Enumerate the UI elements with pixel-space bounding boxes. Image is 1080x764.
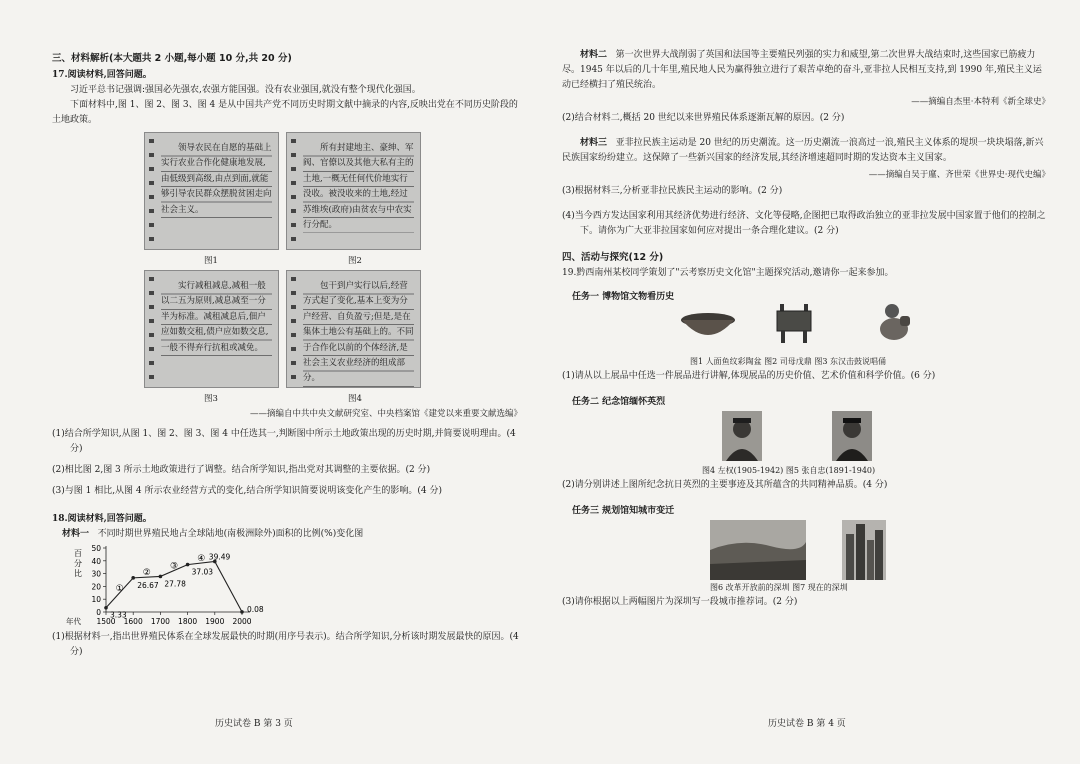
chart-point (186, 563, 190, 567)
task-3-heading: 任务三 规划馆知城市变迁 (572, 506, 675, 516)
chart-point (104, 606, 108, 610)
figure-2-text: 所有封建地主、豪绅、军阀、官僚以及其他大私有主的土地,一概无任何代价地实行没收。被没收来的土地,经过苏维埃(政府)由贫农与中农实行分配。 (303, 141, 414, 233)
figure-4-text: 包干到户实行以后,经营方式起了变化,基本上变为分户经营、自负盈亏;但是,是在集体土地公有基础上的。不同于合作化以前的个体经济,是社会主义农业经济的组成部分。 (303, 279, 414, 387)
chart-data-label: 27.78 (164, 579, 186, 589)
material-1-caption: 不同时期世界殖民地占全球陆地(南极洲除外)面积的比例(%)变化图 (97, 529, 364, 539)
chart-data-label: 39.49 (208, 552, 231, 562)
figure-2-note (286, 132, 421, 250)
task-2-question: (2)请分别讲述上图所纪念抗日英烈的主要事迹及其所蕴含的共同精神品质。(4 分) (562, 480, 888, 490)
task-1-question: (1)请从以上展品中任选一件展品进行讲解,体现展品的历史价值、艺术价值和科学价值。(6 分) (562, 371, 936, 381)
chart-ylabel-char: 百 (74, 549, 82, 558)
material-3-text: 亚非拉民族主运动是 20 世纪的历史潮流。这一历史潮流一浪高过一浪,殖民主义体系的堤坝一块块塌落,新兴民族国家纷纷建立。这保障了一些新兴国家的经济发展,其经济增速超同时期的发达资本主义国家。 (562, 138, 1044, 163)
material-2 (562, 48, 1050, 93)
figure-1-text: 领导农民在自愿的基础上实行农业合作化健康地发展,由低级到高级,由点到面,就能够引导农民群众摆脱贫困走向社会主义。 (161, 141, 272, 218)
q17-sub-2: (2)相比图 2,图 3 所示土地政策进行了调整。结合所学知识,指出党对其调整的主要依据。(2 分) (52, 465, 431, 475)
q18-material-1 (52, 527, 522, 542)
chart-data-label: 3.33 (110, 610, 127, 620)
chart-stage-marker: ③ (170, 561, 179, 572)
task-2-images (562, 407, 1050, 465)
chart-ylabel-char: 分 (74, 559, 82, 568)
q17-figures (52, 132, 522, 404)
q18-sub-1: (1)根据材料一,指出世界殖民体系在全球发展最快的时期(用序号表示)。结合所学知识,分析该时期发展最快的原因。(4 分) (52, 632, 519, 657)
task-1-heading: 任务一 博物馆文物看历史 (572, 292, 675, 302)
chart-x-tick-label: 2000 (232, 617, 252, 626)
q18-sub-4: (4)当今西方发达国家利用其经济优势进行经济、文化等侵略,企图把已取得政治独立的亚非拉发展中国家置于他们的控制之下。请你为广大亚非拉国家如何应对提出一条合理化建议。(2 分) (562, 211, 1046, 236)
chart-y-tick-label: 40 (91, 556, 101, 566)
drum-storyteller-figurine-image (874, 302, 914, 344)
task-1-images (562, 302, 1050, 356)
q18-title: 18.阅读材料,回答问题。 (52, 514, 152, 524)
chart-stage-marker: ④ (197, 554, 206, 565)
q18-sub-2: (2)结合材料二,概括 20 世纪以来世界殖民体系逐渐瓦解的原因。(2 分) (562, 113, 845, 123)
figure-1-note (144, 132, 279, 250)
figure-4-note (286, 270, 421, 388)
section-4-heading: 四、活动与探究(12 分) (562, 252, 664, 263)
chart-data-label: 26.67 (137, 580, 159, 590)
task-3-question: (3)请你根据以上两幅图片为深圳写一段城市推荐词。(2 分) (562, 597, 798, 607)
chart-y-tick-label: 20 (91, 582, 101, 592)
right-page (540, 0, 1080, 764)
q17-title: 17.阅读材料,回答问题。 (52, 70, 152, 80)
q17-sub-1: (1)结合所学知识,从图 1、图 2、图 3、图 4 中任选其一,判断图中所示土地政策出现的历史时期,并简要说明理由。(4 分) (52, 429, 516, 454)
figure-3-text: 实行减租减息,减租一般以二五为原则,减息减至一分半为标准。减租减息后,佃户应如数交租,债户应如数交息,一般不得弃行抗租或减免。 (161, 279, 272, 356)
task-3-captions: 图6 改革开放前的深圳 图7 现在的深圳 (710, 583, 848, 592)
material-1-label: 材料一 (62, 529, 90, 539)
figure-3-label: 图3 (204, 394, 218, 404)
chart-y-tick-label: 0 (96, 608, 101, 617)
material-3-label: 材料三 (580, 138, 608, 148)
q17-intro-2: 下面材料中,图 1、图 2、图 3、图 4 是从中国共产党不同历史时期文献中摘录的内容,反映出党在不同历史阶段的土地政策。 (52, 100, 518, 125)
chart-data-label: 37.03 (191, 567, 214, 577)
chart-point (131, 576, 135, 580)
colony-area-chart (52, 542, 272, 628)
painted-pottery-basin-image (680, 310, 736, 340)
figure-2-label: 图2 (348, 256, 362, 266)
material-3-source: ——摘编自吴于廑、齐世荣《世界史·现代史编》 (868, 170, 1050, 180)
chart-stage-marker: ② (142, 568, 151, 579)
chart-x-tick-label: 1900 (205, 617, 225, 626)
section-3-heading: 三、材料解析(本大题共 2 小题,每小题 10 分,共 20 分) (52, 53, 292, 64)
task-3-images (562, 516, 1050, 582)
chart-x-tick-label: 1500 (96, 617, 116, 626)
chart-x-tick-label: 1600 (123, 617, 143, 626)
material-2-text: 第一次世界大战削弱了英国和法国等主要殖民列强的实力和威望,第二次世界大战结束时,这些国家已筋疲力尽。1945 年以后的几十年里,殖民地人民为赢得独立进行了艰苦卓绝的奋斗,亚非拉人民相互支持,到 1990 年,殖民主义运动已经横扫了殖民统治。 (562, 50, 1042, 90)
page-3-footer: 历史试卷 B 第 3 页 (215, 719, 293, 729)
material-2-label: 材料二 (580, 50, 608, 60)
task-2-heading: 任务二 纪念馆缅怀英烈 (572, 397, 666, 407)
chart-x-tick-label: 1800 (178, 617, 198, 626)
chart-ylabel-char: 比 (74, 569, 82, 578)
zhang-zizhong-portrait (832, 411, 872, 461)
zuo-quan-portrait (722, 411, 762, 461)
chart-y-tick-label: 10 (91, 595, 101, 605)
chart-xlabel: 年代 (66, 617, 81, 626)
q17-intro-1: 习近平总书记强调:强国必先强农,农强方能国强。没有农业强国,就没有整个现代化强国。 (70, 85, 421, 95)
chart-stage-marker: ① (115, 583, 124, 594)
chart-y-tick-label: 30 (91, 569, 101, 579)
q17-sub-3: (3)与图 1 相比,从图 4 所示农业经营方式的变化,结合所学知识简要说明该变化产生的影响。(4 分) (52, 486, 442, 496)
chart-point (159, 575, 163, 579)
figure-3-note (144, 270, 279, 388)
shenzhen-before-reform-photo (710, 520, 806, 580)
figure-4-label: 图4 (348, 394, 362, 404)
chart-point (240, 610, 244, 614)
shenzhen-today-photo (842, 520, 886, 580)
q19-intro: 19.黔西南州某校同学策划了"云考察历史文化馆"主题探究活动,邀请你一起来参加。 (562, 268, 894, 278)
chart-y-tick-label: 50 (91, 544, 101, 553)
chart-data-label: 0.08 (247, 604, 264, 614)
simuwu-ding-image (774, 302, 814, 344)
material-2-source: ——摘编自杰里·本特利《新全球史》 (911, 97, 1050, 107)
task-2-captions: 图4 左权(1905-1942) 图5 张自忠(1891-1940) (702, 466, 876, 475)
material-3 (562, 136, 1050, 166)
chart-x-tick-label: 1700 (150, 617, 170, 626)
task-1-captions: 图1 人面鱼纹彩陶盆 图2 司母戊鼎 图3 东汉击鼓说唱俑 (690, 357, 886, 366)
q17-source: ——摘编自中共中央文献研究室、中央档案馆《建党以来重要文献选编》 (249, 409, 522, 419)
q18-sub-3: (3)根据材料三,分析亚非拉民族民主运动的影响。(2 分) (562, 186, 783, 196)
page-4-footer: 历史试卷 B 第 4 页 (768, 719, 846, 729)
figure-1-label: 图1 (204, 256, 218, 266)
